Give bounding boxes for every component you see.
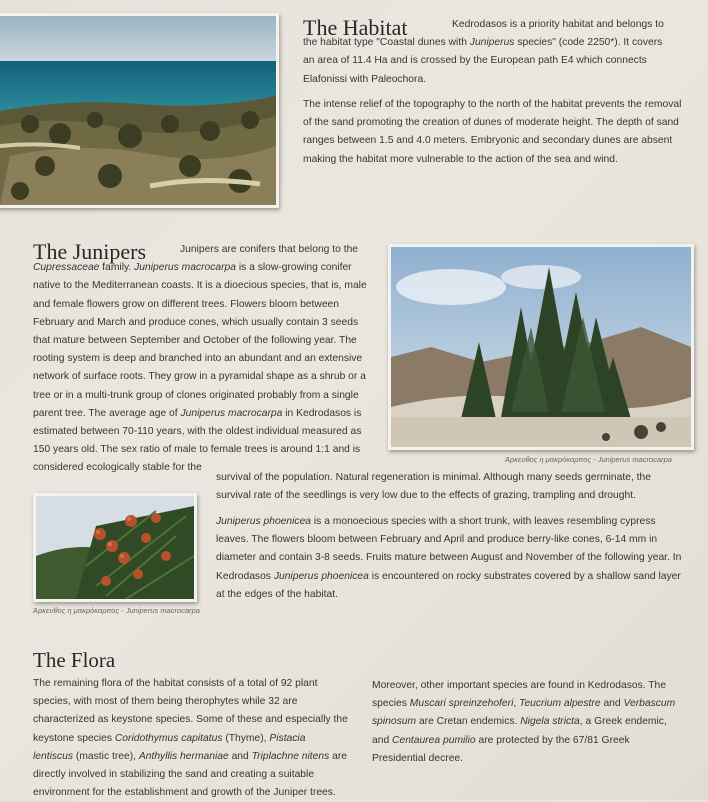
habitat-paragraph-1: Kedrodasos is a priority habitat and belongs to the habitat type "Coastal dunes with Juniperus species" (code 2250*). It covers an area of 11.4 Ha and is crossed by the European path E4 which connects Elafonissi with Paleochora. — [303, 19, 664, 85]
junipers-paragraph-1-continued: survival of the population. Natural regeneration is minimal. Although many seeds germinate, the survival rate of the seedlings is very low due to the effects of grazing, trampling and drought. — [216, 472, 651, 502]
junipers-paragraph-2: Juniperus phoenicea is a monoecious species with a short trunk, with leaves resembling cypress leaves. The flowers bloom between February and April and produce berry-like cones, 6-14 mm in diameter and contain 3-8 seeds. Fruits mature between August and November of the following year. In Kedrodasos Juniperus phoenicea is encountered on rocky substrates covered by a shallow sand layer at the edges of the habitat. — [216, 516, 682, 600]
habitat-photo — [0, 13, 279, 208]
flora-right-column: Moreover, other important species are found in Kedrodasos. The species Muscari spreinzehoferi, Teucrium alpestre and Verbascum spinosum are Cretan endemics. Nigela stricta, a Greek endemic, and Centaurea pumilio are protected by the 67/81 Greek Presidential decree. — [372, 680, 676, 764]
junipers-paragraph-1: Junipers are conifers that belong to the Cupressaceae family. Juniperus macrocarpa is a slow-growing conifer native to the Mediterranean coasts. It is a dioecious species, that is, male and female flowers grow on different trees. Flowers bloom between February and March and produce cones, which usually contain 3 seeds that mature between September and October of the following year. The rooting system is deep and branched into an abundant and an extensive network of surface roots. They grow in a pyramidal shape as a shrub or a tree or in a multi-trunk group of clones originated probably from a single parent tree. The average age of Juniperus macrocarpa in Kedrodasos is estimated between 70-110 years, with the oldest individual measured as 150 years old. The sex ratio of male to female trees is around 1:1 and is considered ecologically stable for the — [33, 244, 367, 474]
habitat-title: The Habitat — [303, 15, 408, 40]
junipers-title: The Junipers — [33, 239, 147, 264]
juniper-cones-photo — [33, 493, 197, 602]
flora-title: The Flora — [33, 648, 116, 672]
flora-left-column: The remaining flora of the habitat consists of a total of 92 plant species, with most of them being therophytes while 32 are characterized as keystone species. Some of these and especially the keystone species Coridothymus capitatus (Thyme), Pistacia lentiscus (mastic tree), Anthyllis hermaniae and Triplachne nitens are directly involved in stabilizing the sand and creating a suitable environment for the establishment and growth of the Juniper trees. — [33, 678, 348, 799]
juniper-tree-photo — [388, 244, 694, 450]
cones-photo-caption: Άρκευθος η μακρόκαρπος - Juniperus macrocarpa — [33, 606, 200, 615]
tree-photo-caption: Άρκευθος η μακρόκαρπος - Juniperus macrocarpa — [505, 455, 672, 464]
habitat-paragraph-2: The intense relief of the topography to the north of the habitat prevents the removal of the sand promoting the creation of dunes of moderate height. The depth of sand ranges between 1.5 and 4.0 meters. Embryonic and secondary dunes are absent making the habitat more vulnerable to the action of the sea and wind. — [303, 99, 682, 165]
